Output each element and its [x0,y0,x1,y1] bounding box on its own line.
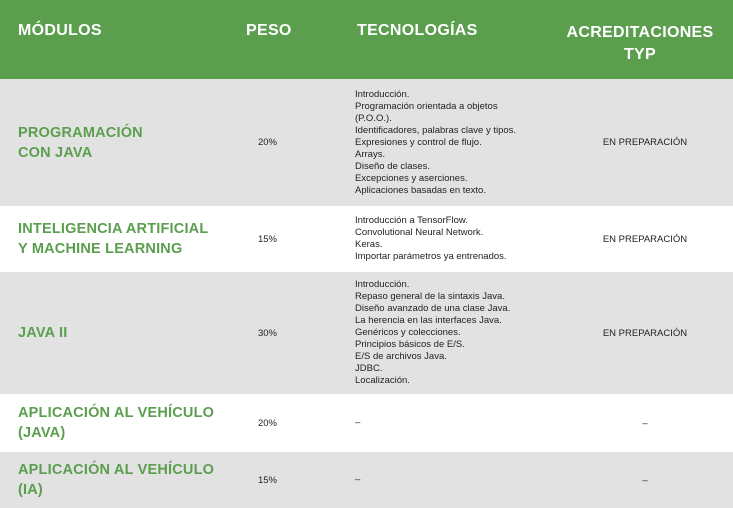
module-name-line1: JAVA II [18,325,68,341]
module-name-line1: PROGRAMACIÓN [18,124,143,141]
module-name-line1: APLICACIÓN AL VEHÍCULO [18,462,215,478]
technology-item: La herencia en las interfaces Java. [355,315,502,326]
technologies-list [355,452,555,508]
technology-item: Importar parámetros ya entrenados. [355,251,507,262]
technology-item: Introducción. [355,279,410,290]
technology-item: – [355,474,361,485]
technology-item: Identificadores, palabras clave y tipos. [355,124,517,136]
module-name-line2: CON JAVA [18,144,93,161]
module-name [18,206,238,272]
accreditation-status: EN PREPARACIÓN [602,137,688,148]
technology-item: Diseño de clases. [355,160,430,172]
technology-item: Diseño avanzado de una clase Java. [355,303,511,314]
technology-item: Expresiones y control de flujo. [355,136,482,148]
module-name-line2: (JAVA) [18,425,66,441]
technology-item: Aplicaciones basadas en texto. [355,184,486,196]
table-header [0,0,733,79]
technology-item: Genéricos y colecciones. [355,327,461,338]
header-acreditaciones-line1: ACREDITACIONES [566,24,714,41]
module-name-line2: (IA) [18,482,43,498]
header-peso: PESO [246,22,292,39]
table-row [0,394,733,452]
table-row [0,79,733,206]
technology-item: Localización. [355,375,410,386]
header-acreditaciones-line2: TYP [623,46,657,63]
module-name-line2: Y MACHINE LEARNING [18,241,183,257]
module-weight: 30% [257,327,277,339]
technology-item: JDBC. [355,363,383,374]
accreditation-status: – [642,417,648,429]
module-name-line1: INTELIGENCIA ARTIFICIAL [18,221,209,237]
accreditation-status: – [642,474,648,486]
header-acreditaciones [560,22,720,66]
technology-item: Introducción a TensorFlow. [355,215,468,226]
module-name-line1: APLICACIÓN AL VEHÍCULO [18,405,215,421]
table-row [0,272,733,394]
technology-item: Introducción. [355,88,410,100]
technology-item: E/S de archivos Java. [355,351,447,362]
module-name [18,79,238,206]
module-name [18,272,238,394]
technology-item: Repaso general de la sintaxis Java. [355,291,505,302]
technology-item: Arrays. [355,148,386,160]
header-tecnologias: TECNOLOGÍAS [357,22,478,39]
technology-item: Programación orientada a objetos [355,100,498,112]
module-name [18,452,238,508]
technologies-list [355,394,555,452]
technology-item: Excepciones y aserciones. [355,172,468,184]
accreditation-status: EN PREPARACIÓN [602,233,688,245]
table-row [0,206,733,272]
technology-item: (P.O.O.). [355,112,392,124]
technologies-list [355,79,555,206]
module-weight: 20% [257,137,277,148]
header-modulos: MÓDULOS [18,22,102,39]
technologies-list [355,206,555,272]
technology-item: – [355,417,361,428]
accreditation-status: EN PREPARACIÓN [602,327,688,339]
module-weight: 15% [257,474,277,486]
module-weight: 15% [257,233,277,245]
technology-item: Keras. [355,239,383,250]
table-row [0,452,733,508]
module-name [18,394,238,452]
technologies-list [355,272,555,394]
module-weight: 20% [257,417,277,429]
technology-item: Principios básicos de E/S. [355,339,465,350]
technology-item: Convolutional Neural Network. [355,227,484,238]
